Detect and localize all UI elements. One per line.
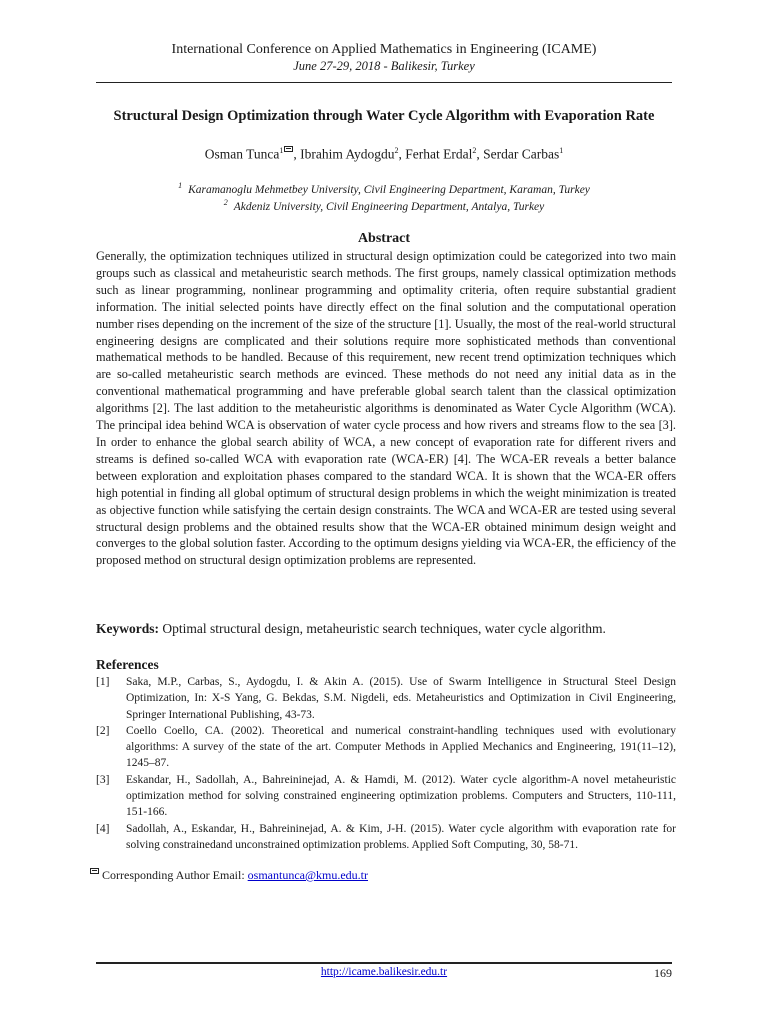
abstract-body: Generally, the optimization techniques utilized in structural design optimization could be categorized into two main groups such as classical and metaheuristic search methods. The first groups, namely classical optimization methods such as linear programming, nonlinear programming and optimality criteria, often require substantial gradient information. The initial selected points have directly effect on the final solution and the computational operation number rises depending on the increment of the size of the structure [1]. Usually, the most of the real-world structural engineering designs are complicated and their solutions require more sophisticated methods than conventional mathematical methods to be handled. Because of this requirement, new recent trend optimization techniques which are so-called metaheuristic search methods are evinced. These methods do not need any initial data as in the conventional mathematical programming and have preferable global search talent than the classical optimization algorithms [2]. The last addition to the metaheuristic algorithms is denominated as Water Cycle Algorithm (WCA). The principal idea behind WCA is observation of water cycle process and how rivers and streams flow to the sea [3]. In order to enhance the global search ability of WCA, a new concept of evaporation rate for different rivers and streams is defined so-called WCA with evaporation rate (WCA-ER) [4]. The WCA-ER reveals a better balance between exploration and exploitation phases compared to the standard WCA. It is shown that the WCA-ER offers high potential in finding all global optimum of structural design problems in which the weight minimization is treated as objective function while satisfying the certain design constraints. The WCA and WCA-ER are tested using several structural design problems and the obtained results show that the WCA-ER obtained minimum design weight and converges to the global solution faster. According to the optimum designs yielding via WCA-ER, the efficiency of the proposed method on structural design optimization problems are represented. xyxy=(96,249,676,568)
keywords xyxy=(96,621,676,637)
reference-item xyxy=(96,821,676,854)
keywords-label: Keywords: xyxy=(96,621,159,636)
author-name: Ferhat Erdal xyxy=(405,146,473,162)
corresponding-label: Corresponding Author Email: xyxy=(102,868,248,882)
reference-number: [2] xyxy=(96,724,110,737)
reference-list xyxy=(96,674,676,853)
envelope-icon xyxy=(284,146,293,152)
author-name: Ibrahim Aydogdu xyxy=(300,146,395,162)
conference-website-link[interactable]: http://icame.balikesir.edu.tr xyxy=(320,966,448,978)
conference-title: International Conference on Applied Mathematics in Engineering (ICAME) xyxy=(171,42,597,57)
author-sup: 1 xyxy=(279,146,284,155)
author-name: Serdar Carbas xyxy=(483,146,560,162)
reference-number: [4] xyxy=(96,822,110,835)
references-heading: References xyxy=(96,657,159,672)
author-sup: 2 xyxy=(472,146,477,155)
affiliation xyxy=(60,198,708,213)
footer-url xyxy=(0,966,768,978)
reference-item xyxy=(96,674,676,723)
author-sup: 1 xyxy=(559,146,564,155)
author-sup: 2 xyxy=(394,146,399,155)
reference-number: [1] xyxy=(96,676,110,688)
reference-text: Saka, M.P., Carbas, S., Aydogdu, I. & Akin A. (2015). Use of Swarm Intelligence in Structural Steel Design Optimization, In: X-S Yang, G. Bekdas, S.M. Nigdeli, eds. Metaheuristics and Optimization in Civil Engineering, Springer International Publishing, 43-73. xyxy=(126,676,676,721)
footer-divider xyxy=(96,962,672,964)
envelope-icon xyxy=(90,868,99,874)
abstract-heading: Abstract xyxy=(357,231,411,246)
reference-item xyxy=(96,772,676,821)
page-number: 169 xyxy=(654,966,672,980)
affiliation-number: 1 xyxy=(178,181,183,190)
reference-item xyxy=(96,723,676,772)
conference-dates: June 27-29, 2018 - Balikesir, Turkey xyxy=(293,59,475,73)
author-list: Osman Tunca$^1$ , Ibrahim Aydogdu$^2$, Ferhat Erdal$^2$, Serdar Carbas$^1$ xyxy=(204,146,564,162)
affiliation-text: Karamanoglu Mehmetbey University, Civil Engineering Department, Karaman, Turkey xyxy=(188,183,590,196)
affiliation-text: Akdeniz University, Civil Engineering Department, Antalya, Turkey xyxy=(233,200,545,213)
author-name: Osman Tunca xyxy=(204,146,280,162)
reference-text: Sadollah, A., Eskandar, H., Bahreininejad, A. & Kim, J-H. (2015). Water cycle algorithm with evaporation rate for solving constrainedand unconstrained optimization problems. Applied Soft Computing, 30, 58-71. xyxy=(126,822,676,851)
affiliation-number: 2 xyxy=(223,198,228,207)
reference-text: Eskandar, H., Sadollah, A., Bahreininejad, A. & Hamdi, M. (2012). Water cycle algorithm-A novel metaheuristic optimization method for solving constrained engineering optimization problems. Computers and Structers, 110-111, 151-166. xyxy=(126,773,676,819)
corresponding-email-link[interactable]: osmantunca@kmu.edu.tr xyxy=(247,868,369,882)
reference-text: Coello Coello, CA. (2002). Theoretical and numerical constraint-handling techniques used with evolutionary algorithms: A survey of the state of the art. Computer Methods in Applied Mechanics and Engineering, 191(11–12), 1245–87. xyxy=(126,724,676,770)
corresponding-author xyxy=(90,868,368,883)
keywords-text: Optimal structural design, metaheuristic search techniques, water cycle algorithm. xyxy=(159,621,606,636)
affiliation xyxy=(60,181,708,196)
paper-title: Structural Design Optimization through Water Cycle Algorithm with Evaporation Rate xyxy=(113,108,655,124)
reference-number: [3] xyxy=(96,773,110,786)
header-divider xyxy=(96,82,672,83)
